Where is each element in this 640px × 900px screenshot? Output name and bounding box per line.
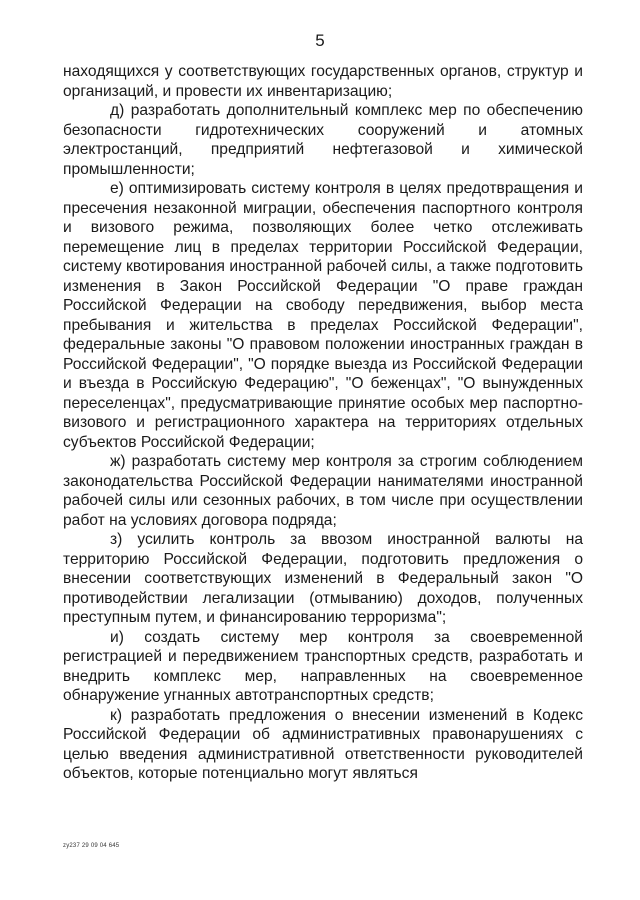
- paragraph-item-z: з) усилить контроль за ввозом иностранной валюты на территорию Российской Федерации, подготовить предложения о внесении соответствующих изменений в Федеральный закон "О противодействии легализации (отмыванию) доходов, полученных преступным путем, и финансированию терроризма";: [63, 531, 583, 626]
- paragraph-item-i: и) создать систему мер контроля за своевременной регистрацией и передвижением транспортных средств, разработать и внедрить комплекс мер, направленных на своевременное обнаружение угнанных автотранспортных средств;: [63, 628, 583, 704]
- footer-document-code: zy237 29 09 04 645: [63, 843, 120, 849]
- paragraph-item-e: е) оптимизировать систему контроля в целях предотвращения и пресечения незаконной миграции, обеспечения паспортного контроля и визового режима, позволяющих более четко отслеживать перемещение лиц в пределах территории Российской Федерации, систему квотирования иностранной рабочей силы, а также подготовить изменения в Закон Российской Федерации "О праве граждан Российской Федерации на свободу передвижения, выбор места пребывания и жительства в пределах Российской Федерации", федеральные законы "О правовом положении иностранных граждан в Российской Федерации", "О порядке выезда из Российской Федерации и въезда в Российскую Федерацию", "О беженцах", "О вынужденных переселенцах", предусматривающие принятие особых мер паспортно-визового и регистрационного характера на территориях отдельных субъектов Российской Федерации;: [63, 180, 583, 451]
- page-number: 5: [315, 31, 325, 50]
- paragraph-item-zh: ж) разработать систему мер контроля за строгим соблюдением законодательства Российской Федерации нанимателями иностранной рабочей силы или сезонных рабочих, в том числе при осуществлении работ на условиях договора подряда;: [63, 453, 583, 529]
- document-body: [63, 62, 583, 784]
- paragraph-item-d: д) разработать дополнительный комплекс мер по обеспечению безопасности гидротехнических сооружений и атомных электростанций, предприятий нефтегазовой и химической промышленности;: [63, 102, 583, 178]
- paragraph-continuation: находящихся у соответствующих государственных органов, структур и организаций, и провести их инвентаризацию;: [63, 63, 583, 100]
- paragraph-item-k: к) разработать предложения о внесении изменений в Кодекс Российской Федерации об административных правонарушениях с целью введения административной ответственности руководителей объектов, которые потенциально могут являться: [63, 706, 583, 782]
